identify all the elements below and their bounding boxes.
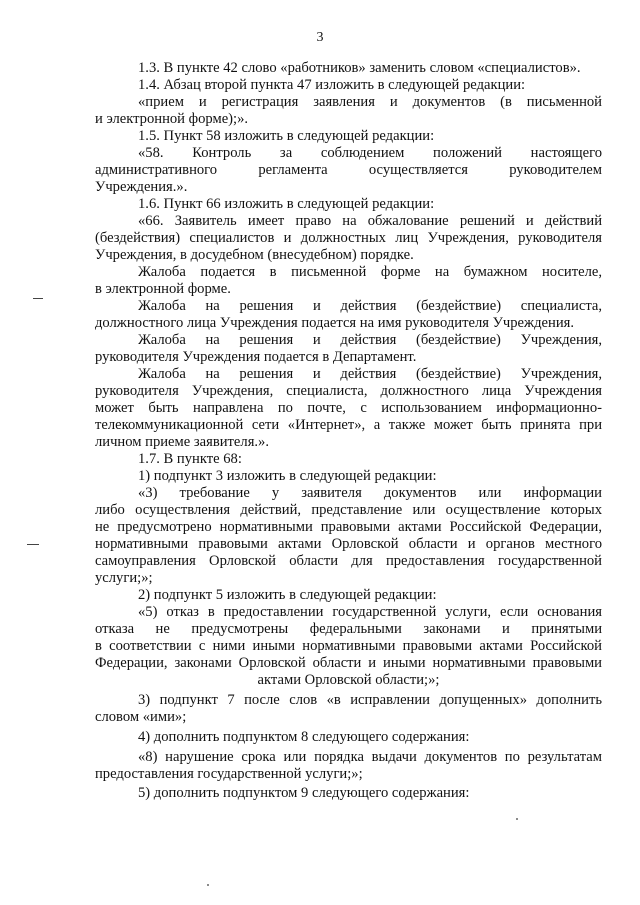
text-line: Учреждения, в досудебном (внесудебном) порядке. xyxy=(95,247,414,263)
text-line: руководителя Учреждения, специалиста, должностного лица Учреждения xyxy=(95,383,602,399)
text-line: и электронной форме);». xyxy=(95,111,249,127)
text-line: либо осуществления действий, представление или осуществление которых xyxy=(95,502,602,518)
text-line: в соответствии с ними иными нормативными правовыми актами Российской xyxy=(95,638,602,654)
text-line: 1) подпункт 3 изложить в следующей редакции: xyxy=(138,468,437,484)
text-line: самоуправления Орловской области для предоставления государственной xyxy=(95,553,602,569)
margin-punch-mark xyxy=(27,544,39,545)
text-line: Жалоба на решения и действия (бездействие) специалиста, xyxy=(138,298,602,314)
text-line: 3) подпункт 7 после слов «в исправлении допущенных» дополнить xyxy=(138,692,602,708)
text-line: не предусмотрено нормативными правовыми актами Российской Федерации, xyxy=(95,519,602,535)
text-line: 2) подпункт 5 изложить в следующей редакции: xyxy=(138,587,437,603)
text-line: Жалоба на решения и действия (бездействие) Учреждения, xyxy=(138,366,602,382)
text-line: нормативными правовыми актами Орловской области и органов местного xyxy=(95,536,602,552)
text-line: «58. Контроль за соблюдением положений настоящего xyxy=(138,145,602,161)
text-line: в электронной форме. xyxy=(95,281,231,297)
text-line: «8) нарушение срока или порядка выдачи документов по результатам xyxy=(138,749,602,765)
text-line: 1.3. В пункте 42 слово «работников» заменить словом «специалистов». xyxy=(138,60,581,76)
scan-speck xyxy=(207,884,209,886)
text-line: «66. Заявитель имеет право на обжалование решений и действий xyxy=(138,213,602,229)
text-line: (бездействия) специалистов и должностных лиц Учреждения, руководителя xyxy=(95,230,602,246)
text-line: предоставления государственной услуги;»; xyxy=(95,766,363,782)
text-line: 5) дополнить подпунктом 9 следующего содержания: xyxy=(138,785,470,801)
text-line: руководителя Учреждения подается в Департамент. xyxy=(95,349,417,365)
text-line: «5) отказ в предоставлении государственной услуги, если основания xyxy=(138,604,602,620)
page-number: 3 xyxy=(316,30,324,45)
text-line: 1.7. В пункте 68: xyxy=(138,451,242,467)
margin-punch-mark xyxy=(33,298,43,299)
text-line: «прием и регистрация заявления и документов (в письменной xyxy=(138,94,602,110)
text-line: Учреждения.». xyxy=(95,179,188,195)
text-line: 1.5. Пункт 58 изложить в следующей редакции: xyxy=(138,128,435,144)
text-line: актами Орловской области;»; xyxy=(257,672,440,688)
text-line: может быть направлена по почте, с использованием информационно- xyxy=(95,400,602,416)
scan-speck xyxy=(516,818,518,820)
text-line: телекоммуникационной сети «Интернет», а также может быть принята при xyxy=(95,417,602,433)
text-line: услуги;»; xyxy=(95,570,153,586)
text-line: 1.6. Пункт 66 изложить в следующей редакции: xyxy=(138,196,435,212)
text-line: административного регламента осуществляется руководителем xyxy=(95,162,602,178)
text-line: «3) требование у заявителя документов или информации xyxy=(138,485,602,501)
text-line: отказа не предусмотрены федеральными законами и принятыми xyxy=(95,621,602,637)
text-line: словом «ими»; xyxy=(95,709,187,725)
text-line: должностного лица Учреждения подается на имя руководителя Учреждения. xyxy=(95,315,574,331)
text-line: Жалоба на решения и действия (бездействие) Учреждения, xyxy=(138,332,602,348)
text-line: 1.4. Абзац второй пункта 47 изложить в следующей редакции: xyxy=(138,77,526,93)
text-line: Жалоба подается в письменной форме на бумажном носителе, xyxy=(138,264,602,280)
text-line: 4) дополнить подпунктом 8 следующего содержания: xyxy=(138,729,470,745)
text-line: Федерации, законами Орловской области и иными нормативными правовыми xyxy=(95,655,602,671)
text-line: личном приеме заявителя.». xyxy=(95,434,269,450)
